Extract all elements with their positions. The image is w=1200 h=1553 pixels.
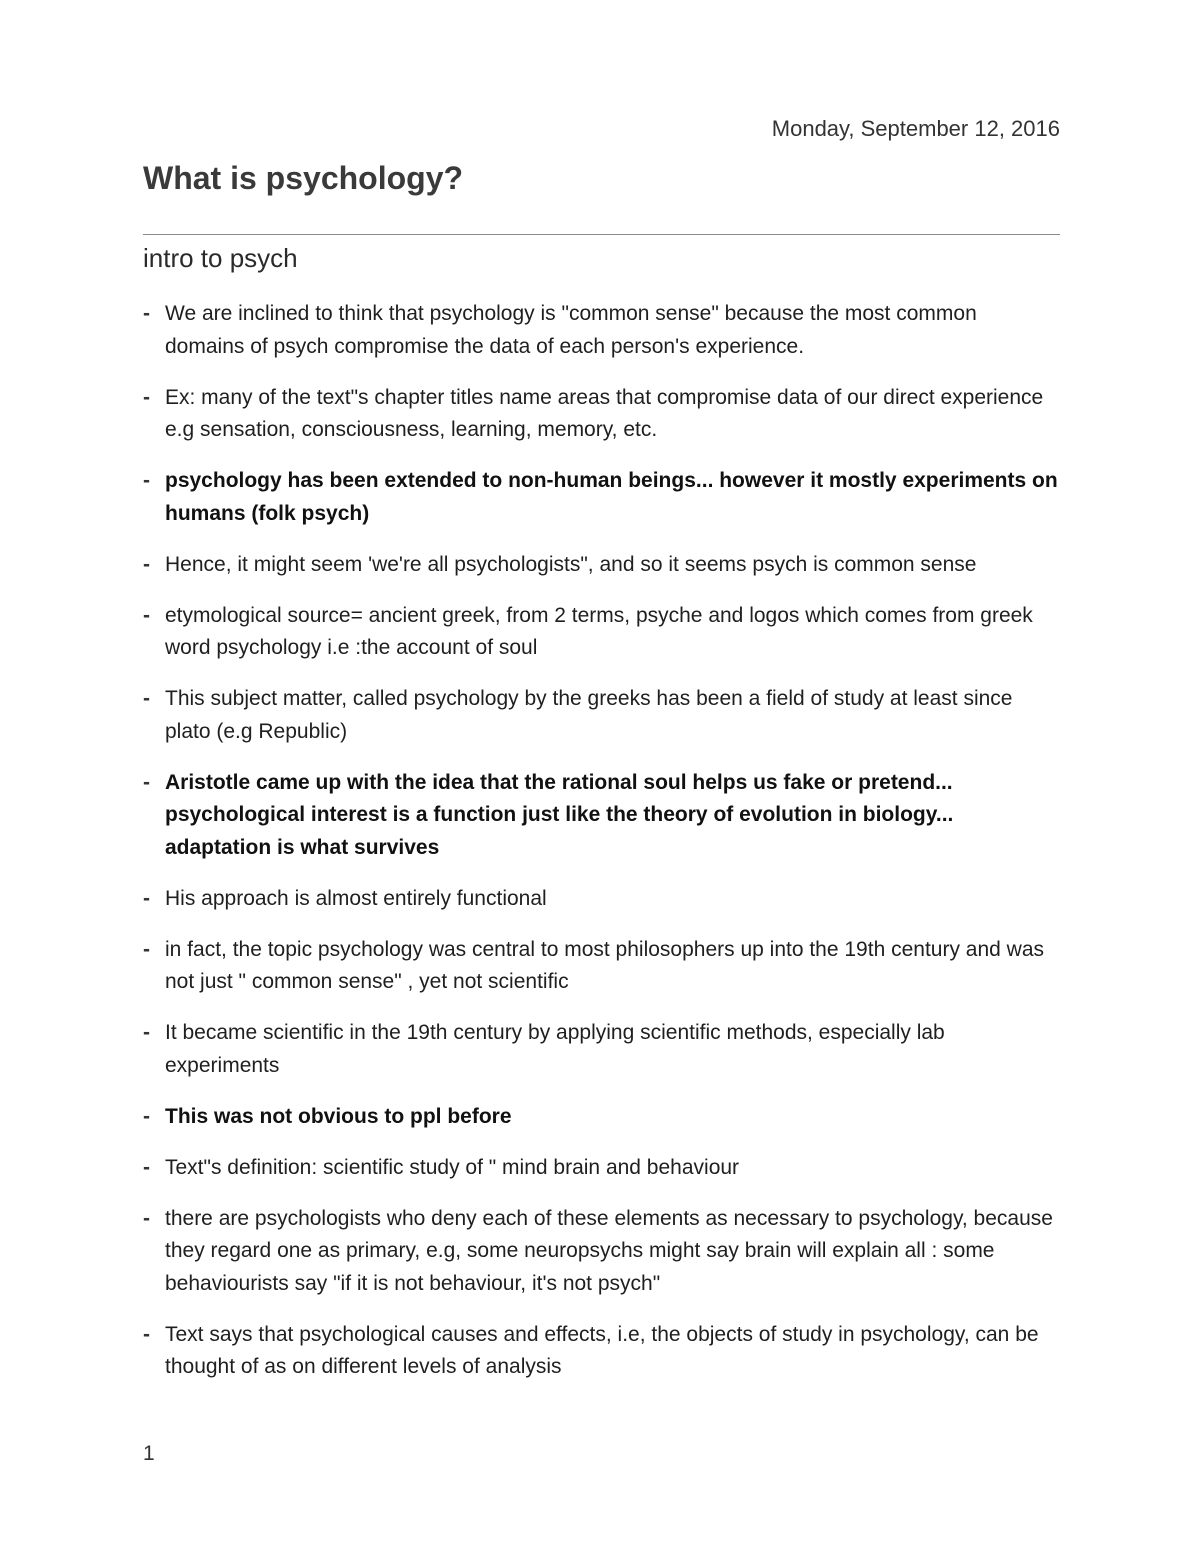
date-label: Monday, September 12, 2016 [771,116,1060,141]
bullet-dash: - [143,1322,150,1346]
page-number: 1 [143,1442,155,1465]
bullet-dash: - [143,1104,150,1128]
bullet-dash: - [143,1155,150,1179]
note-item [143,934,1060,999]
note-text: there are psychologists who deny each of these elements as necessary to psychology, because they regard one as primary, e.g, some neuropsychs might say brain will explain all : some behaviourists say "if it is not behaviour, it's not psych" [165,1206,1053,1295]
bullet-dash: - [143,886,150,910]
note-text: Ex: many of the text"s chapter titles name areas that compromise data of our direct experience e.g sensation, consciousness, learning, memory, etc. [165,385,1044,441]
bullet-dash: - [143,385,150,409]
bullet-dash: - [143,469,150,492]
note-text: Text says that psychological causes and effects, i.e, the objects of study in psychology, can be thought of as on different levels of analysis [165,1322,1039,1378]
note-text: It became scientific in the 19th century by applying scientific methods, especially lab experiments [165,1021,945,1077]
bullet-dash: - [143,770,150,794]
note-item [143,1101,1060,1134]
note-item [143,767,1060,865]
notes-list [143,298,1060,1402]
page-title: What is psychology? [143,160,464,196]
bullet-dash: - [143,552,150,576]
note-text: Text"s definition: scientific study of " mind brain and behaviour [165,1155,740,1179]
bullet-dash: - [143,603,150,627]
note-item [143,1203,1060,1301]
note-item [143,298,1060,363]
note-text: etymological source= ancient greek, from 2 terms, psyche and logos which comes from greek word psychology i.e :the account of soul [165,603,1033,659]
note-item [143,549,1060,582]
bullet-dash: - [143,937,150,961]
bullet-dash: - [143,302,150,325]
note-item [143,1017,1060,1082]
note-item [143,600,1060,665]
note-text: His approach is almost entirely functional [165,886,547,910]
note-item [143,1319,1060,1384]
note-item [143,1152,1060,1185]
note-item [143,683,1060,748]
note-text: psychology has been extended to non-human beings... however it mostly experiments on humans (folk psych) [165,469,1058,525]
note-item [143,465,1060,530]
note-item [143,382,1060,447]
section-heading: intro to psych [143,243,298,273]
note-text: This was not obvious to ppl before [165,1104,512,1128]
bullet-dash: - [143,687,150,710]
bullet-dash: - [143,1206,150,1230]
note-item [143,883,1060,916]
note-text: in fact, the topic psychology was central to most philosophers up into the 19th century and was not just " common sense" , yet not scientific [165,937,1044,993]
note-text: We are inclined to think that psychology is "common sense" because the most common domains of psych compromise the data of each person's experience. [165,302,977,358]
note-text: Aristotle came up with the idea that the rational soul helps us fake or pretend... psychological interest is a function just like the theory of evolution in biology... adaptation is what survives [165,770,954,859]
note-text: Hence, it might seem 'we're all psychologists", and so it seems psych is common sense [165,552,977,576]
title-divider [143,234,1060,235]
bullet-dash: - [143,1021,150,1044]
note-text: This subject matter, called psychology by the greeks has been a field of study at least since plato (e.g Republic) [165,687,1013,743]
